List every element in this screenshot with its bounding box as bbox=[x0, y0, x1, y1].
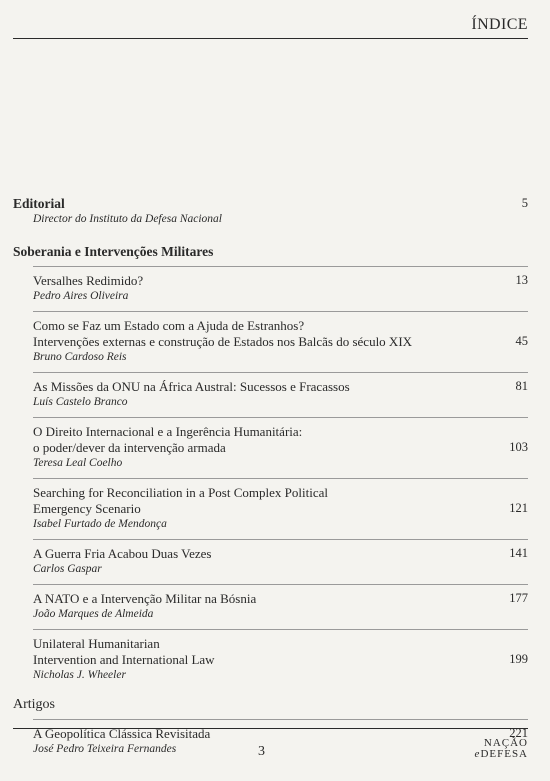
page-reference: 141 bbox=[509, 546, 528, 560]
entry-title: As Missões da ONU na África Austral: Sucessos e Fracassos bbox=[33, 379, 350, 394]
entry-title: A Guerra Fria Acabou Duas Vezes bbox=[33, 546, 212, 561]
page-reference: 5 bbox=[521, 196, 528, 210]
entry-title: O Direito Internacional e a Ingerência Humanitária: bbox=[33, 424, 303, 439]
toc-entry[interactable] bbox=[13, 418, 528, 478]
entry-title: Searching for Reconciliation in a Post Complex Political bbox=[33, 485, 328, 500]
entry-author: Teresa Leal Coelho bbox=[33, 457, 123, 469]
publication-logo bbox=[466, 738, 528, 760]
entry-title: Como se Faz um Estado com a Ajuda de Estranhos? bbox=[33, 318, 305, 333]
page-reference: 81 bbox=[515, 379, 528, 393]
section-title: Artigos bbox=[13, 697, 55, 712]
entry-title: A Geopolítica Clássica Revisitada bbox=[33, 726, 211, 741]
entry-title: Unilateral Humanitarian bbox=[33, 636, 160, 651]
page-reference: 177 bbox=[509, 591, 528, 605]
section-title: Editorial bbox=[13, 196, 65, 211]
page-number: 3 bbox=[258, 744, 265, 759]
toc-entry[interactable] bbox=[13, 312, 528, 372]
page-header bbox=[13, 12, 528, 39]
toc-entry[interactable] bbox=[13, 267, 528, 311]
toc-entry[interactable] bbox=[13, 373, 528, 417]
entry-title: A NATO e a Intervenção Militar na Bósnia bbox=[33, 591, 257, 606]
footer-rule bbox=[13, 728, 528, 729]
entry-author: Bruno Cardoso Reis bbox=[33, 351, 127, 363]
page-reference: 45 bbox=[515, 334, 528, 348]
entry-author: Isabel Furtado de Mendonça bbox=[33, 518, 167, 530]
toc-entry[interactable] bbox=[13, 585, 528, 629]
entry-subtitle: Intervenções externas e construção de Estados nos Balcãs do século XIX bbox=[33, 334, 413, 349]
entry-author: Director do Instituto da Defesa Nacional bbox=[33, 213, 222, 225]
page-title: ÍNDICE bbox=[471, 16, 528, 33]
section-title: Soberania e Intervenções Militares bbox=[13, 244, 214, 259]
toc-entry[interactable] bbox=[13, 720, 528, 764]
logo-ampersand: e bbox=[474, 748, 481, 760]
entry-author: Pedro Aires Oliveira bbox=[33, 290, 129, 302]
page-reference: 13 bbox=[515, 273, 528, 287]
toc-entry[interactable] bbox=[13, 540, 528, 584]
entry-subtitle: Intervention and International Law bbox=[33, 652, 215, 667]
toc-entry[interactable] bbox=[13, 630, 528, 693]
entry-subtitle: o poder/dever da intervenção armada bbox=[33, 440, 226, 455]
page-reference: 103 bbox=[509, 440, 528, 454]
section-editorial bbox=[13, 196, 528, 227]
entry-author: José Pedro Teixeira Fernandes bbox=[33, 743, 177, 755]
entry-author: Nicholas J. Wheeler bbox=[33, 669, 126, 681]
page-reference: 221 bbox=[509, 726, 528, 740]
page-reference: 199 bbox=[509, 652, 528, 666]
table-of-contents bbox=[13, 196, 528, 764]
logo-line2: DEFESA bbox=[480, 748, 528, 760]
entry-subtitle: Emergency Scenario bbox=[33, 501, 141, 516]
logo-line1: NAÇÃO bbox=[483, 737, 528, 749]
toc-entry[interactable] bbox=[13, 479, 528, 539]
entry-author: Luís Castelo Branco bbox=[33, 396, 128, 408]
page-reference: 121 bbox=[509, 501, 528, 515]
entry-author: Carlos Gaspar bbox=[33, 563, 102, 575]
entry-title: Versalhes Redimido? bbox=[33, 273, 144, 288]
entry-author: João Marques de Almeida bbox=[33, 608, 154, 620]
